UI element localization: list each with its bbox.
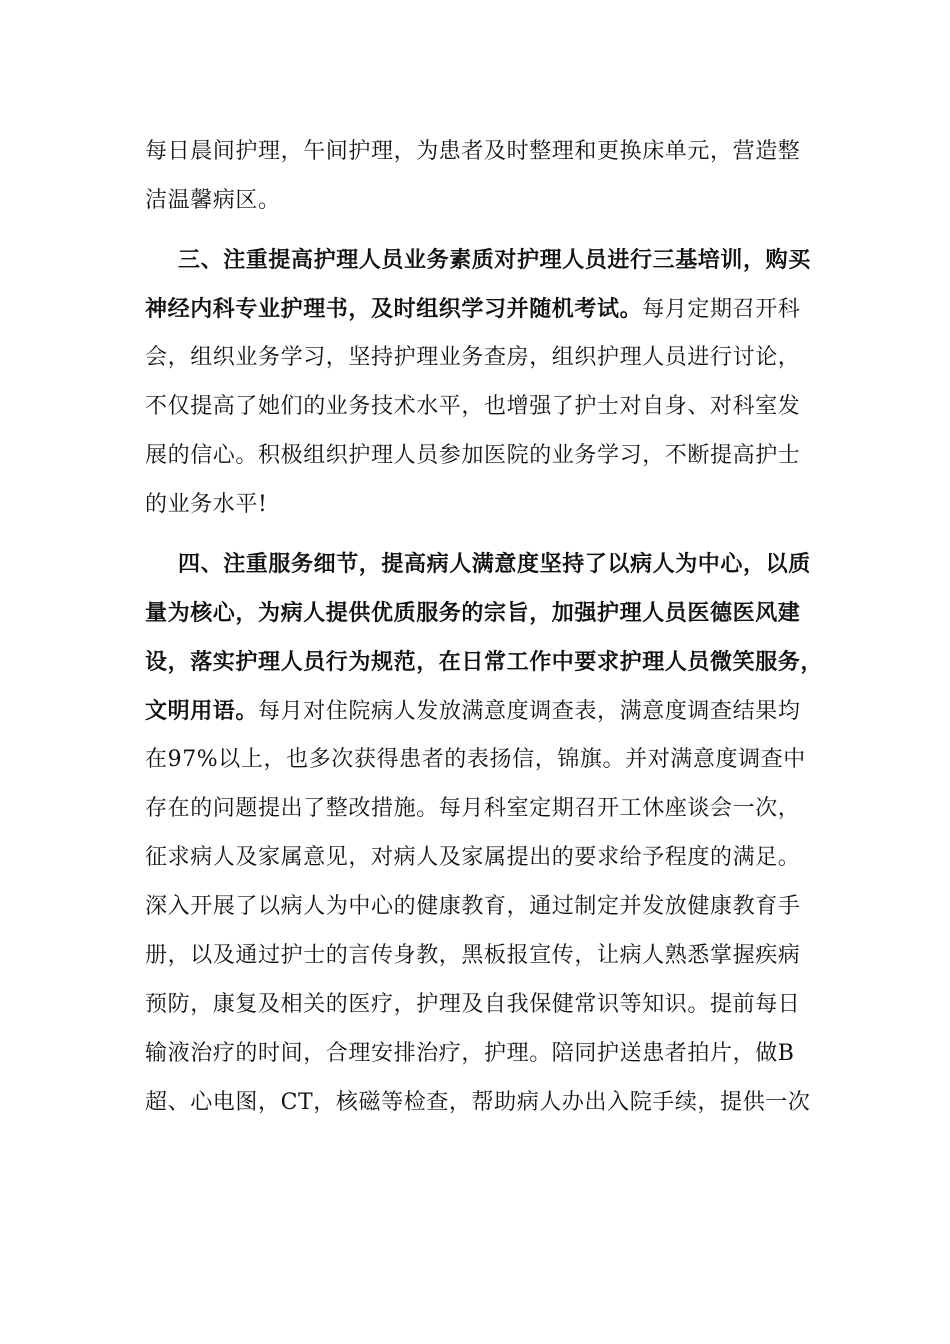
text-line: 征求病人及家属意见，对病人及家属提出的要求给予程度的满足。	[145, 845, 801, 870]
text-line: 在97%以上，也多次获得患者的表扬信，锦旗。并对满意度调查中	[145, 747, 806, 772]
text-line: 量为核心，为病人提供优质服务的宗旨，加强护理人员医德医风建	[145, 600, 801, 626]
text-line: 预防，康复及相关的医疗，护理及自我保健常识等知识。提前每日	[145, 992, 801, 1017]
text-line: 册，以及通过护士的言传身教，黑板报宣传，让病人熟悉掌握疾病	[145, 943, 801, 968]
section-heading-4: 四、注重服务细节，提高病人满意度坚持了以病人为中心，以质	[178, 551, 811, 577]
text-line: 深入开展了以病人为中心的健康教育，通过制定并发放健康教育手	[145, 894, 801, 919]
text-line: 每日晨间护理，午间护理，为患者及时整理和更换床单元，营造整	[145, 139, 801, 164]
text-line: 存在的问题提出了整改措施。每月科室定期召开工休座谈会一次，	[145, 796, 801, 821]
text-line: 输液治疗的时间，合理安排治疗，护理。陪同护送患者拍片，做B	[145, 1041, 795, 1066]
text-line: 的业务水平!	[145, 492, 268, 517]
text-line: 会，组织业务学习，坚持护理业务查房，组织护理人员进行讨论，	[145, 345, 801, 370]
text-line: 洁温馨病区。	[145, 188, 281, 213]
text-line: 展的信心。积极组织护理人员参加医院的业务学习，不断提高护士	[145, 443, 801, 468]
text-line: 超、心电图，CT，核磁等检查，帮助病人办出入院手续，提供一次	[145, 1090, 811, 1115]
section-heading-3: 三、注重提高护理人员业务素质对护理人员进行三基培训，购买	[178, 247, 811, 273]
text-line: 不仅提高了她们的业务技术水平，也增强了护士对自身、对科室发	[145, 394, 801, 419]
text-line: 文明用语。每月对住院病人发放满意度调查表，满意度调查结果均	[145, 698, 801, 724]
text-line: 神经内科专业护理书，及时组织学习并随机考试。每月定期召开科	[145, 296, 801, 322]
text-line: 设，落实护理人员行为规范，在日常工作中要求护理人员微笑服务，	[145, 649, 824, 675]
